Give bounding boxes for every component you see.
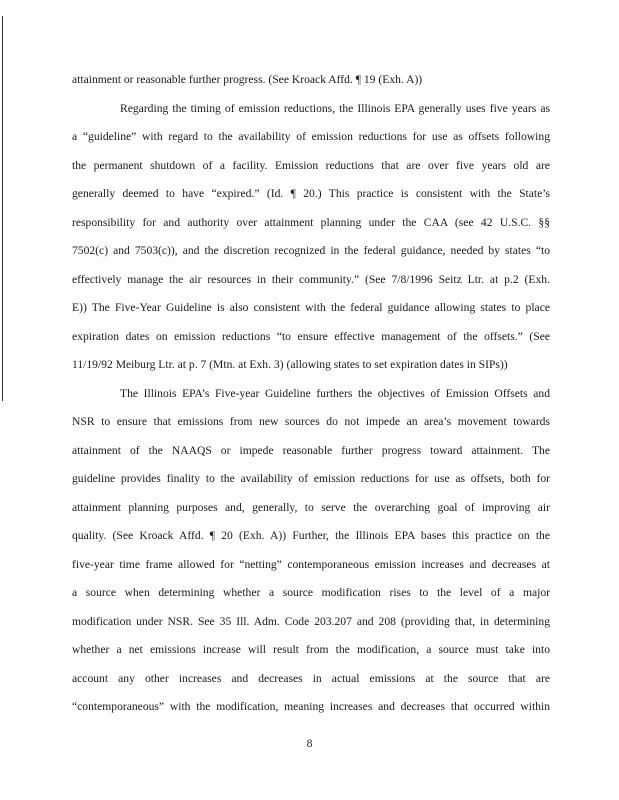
text-line: a source when determining whether a source modification rises to the level of a major [72,586,550,599]
text-line: Regarding the timing of emission reductions, the Illinois EPA generally uses five years as [120,101,550,115]
text-line: responsibility for and authority over attainment planning under the CAA (see 42 U.S.C. §§ [72,215,550,229]
text-line: E)) The Five-Year Guideline is also consistent with the federal guidance allowing states to place [72,301,550,314]
text-line: guideline provides finality to the availability of emission reductions for use as offsets, both for [72,472,550,485]
text-line: “contemporaneous” with the modification, meaning increases and decreases that occurred within [72,700,550,713]
text-line: a “guideline” with regard to the availability of emission reductions for use as offsets following [72,130,550,143]
text-line: whether a net emissions increase will result from the modification, a source must take into [72,643,550,656]
text-line: attainment or reasonable further progress. (See Kroack Affd. ¶ 19 (Exh. A)) [72,73,423,86]
text-line: the permanent shutdown of a facility. Emission reductions that are over five years old are [72,158,550,172]
text-line: quality. (See Kroack Affd. ¶ 20 (Exh. A)) Further, the Illinois EPA bases this practice on the [72,529,550,542]
left-margin-rule [2,16,3,401]
text-line: 11/19/92 Meiburg Ltr. at p. 7 (Mtn. at Exh. 3) (allowing states to set expiration dates in SIPs)) [72,358,508,371]
page-number: 8 [306,737,313,750]
text-line: modification under NSR. See 35 Ill. Adm. Code 203.207 and 208 (providing that, in determining [72,614,550,628]
text-line: effectively manage the air resources in their community.” (See 7/8/1996 Seitz Ltr. at p.2 (Exh. [72,272,550,286]
text-line: attainment of the NAAQS or impede reasonable further progress toward attainment. The [72,443,550,457]
text-line: expiration dates on emission reductions “to ensure effective management of the offsets.” (See [72,329,550,343]
text-line: generally deemed to have “expired.” (Id. ¶ 20.) This practice is consistent with the State’s [72,187,550,200]
text-line: 7502(c) and 7503(c)), and the discretion recognized in the federal guidance, needed by states “to [72,244,550,257]
text-line: The Illinois EPA’s Five-year Guideline furthers the objectives of Emission Offsets and [120,386,550,400]
body-text [72,66,550,722]
text-line: five-year time frame allowed for “netting” contemporaneous emission increases and decreases at [72,557,550,571]
text-line: attainment planning purposes and, generally, to serve the overarching goal of improving air [72,500,550,514]
text-line: account any other increases and decreases in actual emissions at the source that are [72,671,550,685]
text-line: NSR to ensure that emissions from new sources do not impede an area’s movement towards [72,415,550,428]
